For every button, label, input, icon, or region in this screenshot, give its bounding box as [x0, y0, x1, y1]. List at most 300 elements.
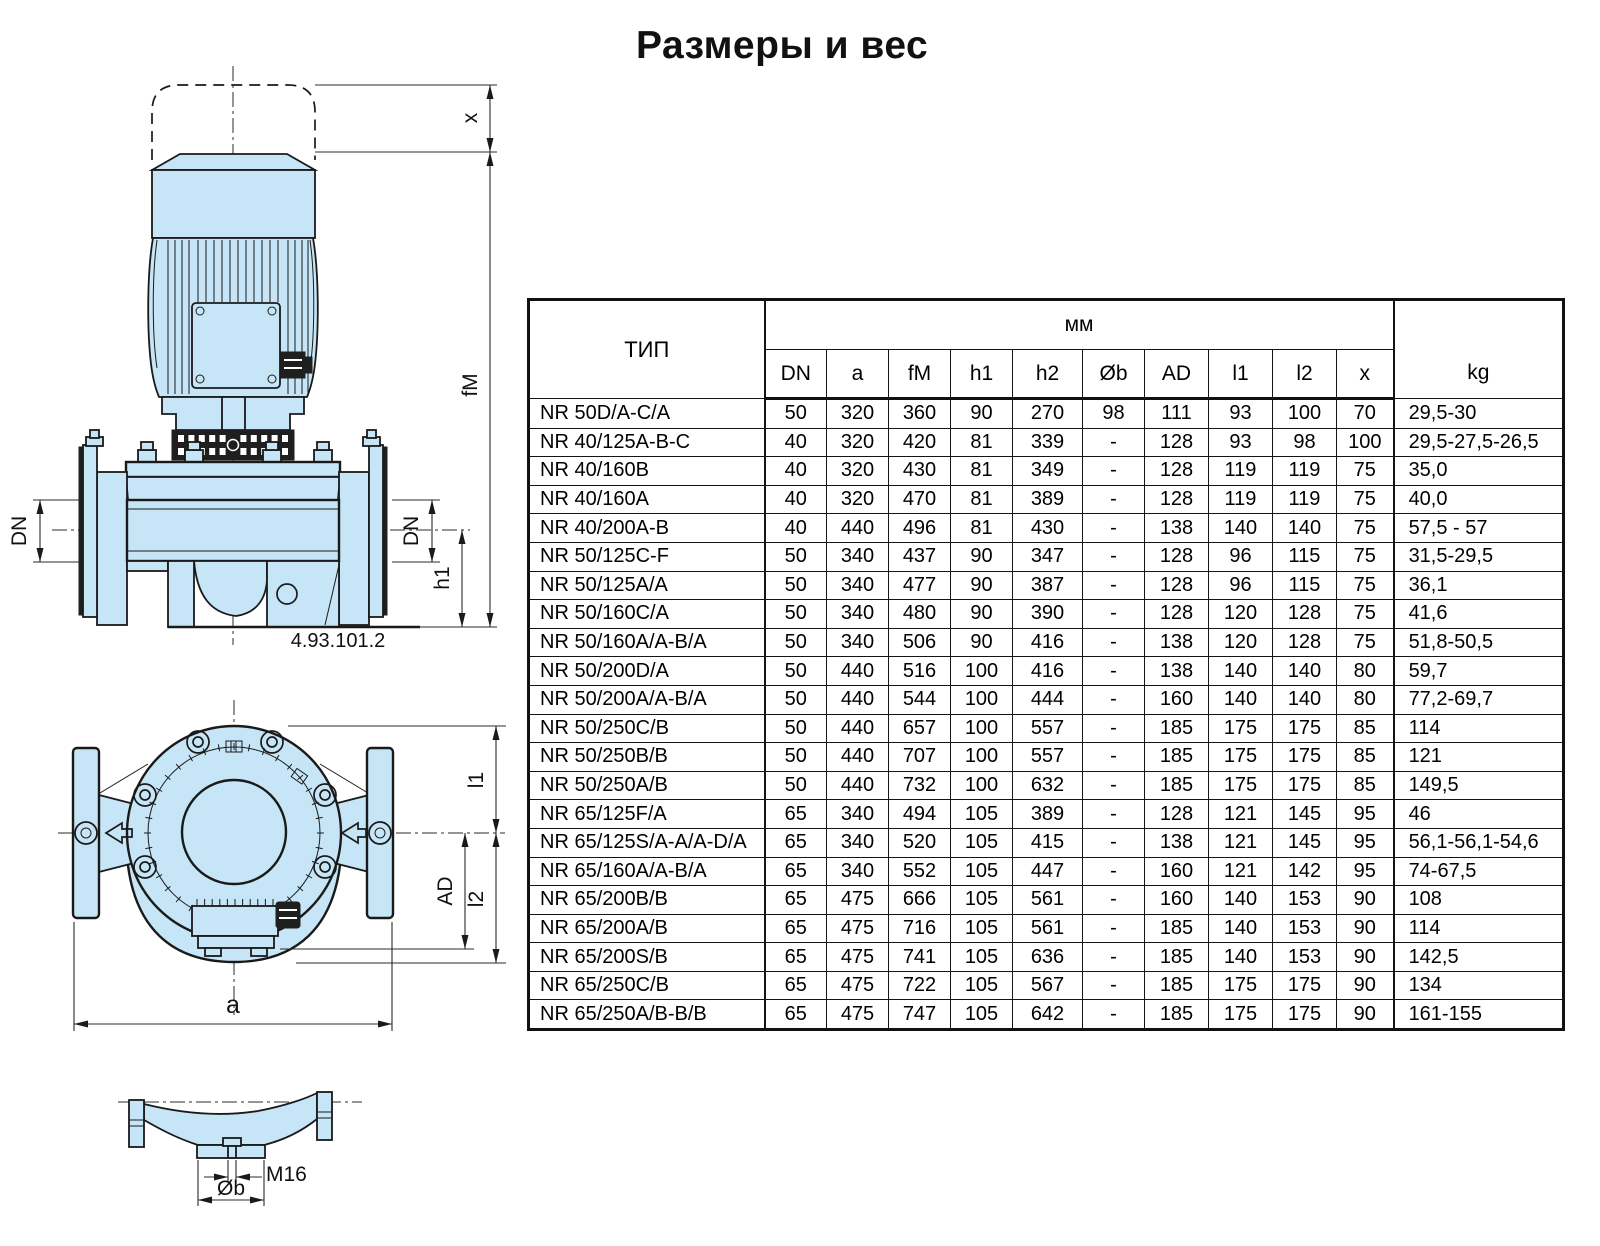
pump-type: NR 50/250A/B — [529, 771, 765, 800]
dim-value: 90 — [1337, 914, 1394, 943]
pump-type: NR 40/160A — [529, 485, 765, 514]
dim-value: 75 — [1337, 485, 1394, 514]
dim-value: - — [1083, 542, 1145, 571]
dim-value: 145 — [1273, 828, 1337, 857]
dim-value: 153 — [1273, 886, 1337, 915]
table-row — [529, 714, 1564, 743]
dim-value: - — [1083, 886, 1145, 915]
dim-value: 50 — [765, 542, 827, 571]
dim-value: 90 — [951, 542, 1013, 571]
weight-kg: 59,7 — [1394, 657, 1564, 686]
dim-label-m16: M16 — [266, 1163, 307, 1186]
bottom-view-drawing — [118, 1092, 362, 1206]
table-row — [529, 857, 1564, 886]
table-row — [529, 485, 1564, 514]
dim-value: 50 — [765, 628, 827, 657]
table-row — [529, 399, 1564, 429]
dim-value: 140 — [1209, 886, 1273, 915]
dim-value: 65 — [765, 886, 827, 915]
weight-kg: 114 — [1394, 714, 1564, 743]
col-header-l1: l1 — [1209, 350, 1273, 399]
weight-kg: 46 — [1394, 800, 1564, 829]
table-row — [529, 428, 1564, 457]
dim-value: 185 — [1145, 943, 1209, 972]
table-row — [529, 914, 1564, 943]
dim-value: 96 — [1209, 571, 1273, 600]
col-header-mm-group: мм — [765, 300, 1394, 350]
table-row — [529, 971, 1564, 1000]
dim-value: 100 — [951, 714, 1013, 743]
dim-value: 100 — [951, 771, 1013, 800]
weight-kg: 134 — [1394, 971, 1564, 1000]
col-header-l2: l2 — [1273, 350, 1337, 399]
dim-value: 185 — [1145, 714, 1209, 743]
dim-value: 175 — [1273, 971, 1337, 1000]
pump-type: NR 65/200B/B — [529, 886, 765, 915]
dim-value: 138 — [1145, 628, 1209, 657]
dim-label-fm: fM — [459, 373, 482, 397]
dim-value: 100 — [951, 743, 1013, 772]
dim-value: 100 — [951, 685, 1013, 714]
weight-kg: 29,5-30 — [1394, 399, 1564, 429]
dim-label-x: x — [459, 112, 482, 124]
page-title: Размеры и вес — [636, 24, 929, 67]
dim-value: 81 — [951, 457, 1013, 486]
dim-value: 440 — [827, 685, 889, 714]
dim-value: - — [1083, 428, 1145, 457]
dim-value: 90 — [1337, 1000, 1394, 1030]
dim-label-diameter-b: Øb — [216, 1177, 246, 1200]
dim-value: 119 — [1209, 457, 1273, 486]
dim-value: 347 — [1013, 542, 1083, 571]
side-view-drawing — [8, 66, 497, 652]
dim-value: - — [1083, 514, 1145, 543]
dim-value: 100 — [951, 657, 1013, 686]
dim-value: 160 — [1145, 857, 1209, 886]
dim-value: - — [1083, 485, 1145, 514]
dim-value: 175 — [1209, 714, 1273, 743]
pump-type: NR 65/125S/A-A/A-D/A — [529, 828, 765, 857]
dim-value: 128 — [1145, 800, 1209, 829]
pump-type: NR 40/160B — [529, 457, 765, 486]
dim-value: 75 — [1337, 457, 1394, 486]
table-row — [529, 771, 1564, 800]
dim-value: 140 — [1209, 685, 1273, 714]
dim-value: 175 — [1273, 714, 1337, 743]
dim-value: 80 — [1337, 657, 1394, 686]
dim-label-l2: l2 — [465, 890, 488, 908]
weight-kg: 142,5 — [1394, 943, 1564, 972]
dim-value: 160 — [1145, 886, 1209, 915]
dim-value: 175 — [1273, 1000, 1337, 1030]
dim-value: 105 — [951, 828, 1013, 857]
dim-value: 340 — [827, 600, 889, 629]
weight-kg: 51,8-50,5 — [1394, 628, 1564, 657]
dim-value: 90 — [951, 399, 1013, 429]
pump-type: NR 50/250C/B — [529, 714, 765, 743]
fan-grille — [182, 779, 286, 886]
dim-value: 320 — [827, 457, 889, 486]
dim-label-a: a — [226, 991, 240, 1019]
table-row — [529, 886, 1564, 915]
dimensions-weight-table — [527, 298, 1565, 1031]
dim-value: 175 — [1273, 743, 1337, 772]
dim-value: 128 — [1273, 600, 1337, 629]
dim-value: 320 — [827, 485, 889, 514]
dim-value: 120 — [1209, 628, 1273, 657]
dim-value: 98 — [1273, 428, 1337, 457]
dim-value: 140 — [1209, 914, 1273, 943]
dim-value: 140 — [1273, 685, 1337, 714]
dim-value: 475 — [827, 914, 889, 943]
dim-value: 50 — [765, 685, 827, 714]
dim-value: 544 — [889, 685, 951, 714]
dim-value: 65 — [765, 971, 827, 1000]
dim-value: 320 — [827, 399, 889, 429]
dim-value: 741 — [889, 943, 951, 972]
dim-value: 100 — [1273, 399, 1337, 429]
table-row — [529, 800, 1564, 829]
dim-value: 115 — [1273, 542, 1337, 571]
dim-value: 480 — [889, 600, 951, 629]
dim-value: 561 — [1013, 914, 1083, 943]
dim-value: 40 — [765, 457, 827, 486]
dim-value: 95 — [1337, 828, 1394, 857]
dim-value: 636 — [1013, 943, 1083, 972]
dim-value: 153 — [1273, 943, 1337, 972]
dim-value: 142 — [1273, 857, 1337, 886]
dim-value: 90 — [951, 600, 1013, 629]
dim-value: 657 — [889, 714, 951, 743]
foot-stud — [228, 1146, 236, 1158]
dim-value: 75 — [1337, 514, 1394, 543]
dim-value: 96 — [1209, 542, 1273, 571]
dim-value: 440 — [827, 514, 889, 543]
dim-value: 111 — [1145, 399, 1209, 429]
dim-value: 387 — [1013, 571, 1083, 600]
dim-value: 666 — [889, 886, 951, 915]
dim-value: - — [1083, 943, 1145, 972]
dim-value: 105 — [951, 886, 1013, 915]
dim-value: 105 — [951, 914, 1013, 943]
dim-value: 85 — [1337, 714, 1394, 743]
dim-value: - — [1083, 457, 1145, 486]
dim-value: 437 — [889, 542, 951, 571]
dim-value: 105 — [951, 857, 1013, 886]
weight-kg: 31,5-29,5 — [1394, 542, 1564, 571]
dim-value: 552 — [889, 857, 951, 886]
weight-kg: 161-155 — [1394, 1000, 1564, 1030]
table-row — [529, 657, 1564, 686]
weight-kg: 29,5-27,5-26,5 — [1394, 428, 1564, 457]
dim-label-dn-left: DN — [8, 515, 31, 547]
weight-kg: 108 — [1394, 886, 1564, 915]
dim-value: 98 — [1083, 399, 1145, 429]
dim-label-h1: h1 — [431, 566, 454, 590]
dim-value: - — [1083, 743, 1145, 772]
dim-value: 128 — [1145, 485, 1209, 514]
col-header-h2: h2 — [1013, 350, 1083, 399]
dim-value: 75 — [1337, 600, 1394, 629]
dim-value: 175 — [1273, 771, 1337, 800]
col-header-x: x — [1337, 350, 1394, 399]
pump-type: NR 50/200D/A — [529, 657, 765, 686]
dim-value: 50 — [765, 714, 827, 743]
dim-value: 90 — [1337, 886, 1394, 915]
pump-type: NR 40/125A-B-C — [529, 428, 765, 457]
dim-value: 140 — [1209, 943, 1273, 972]
dim-value: 416 — [1013, 657, 1083, 686]
weight-kg: 74-67,5 — [1394, 857, 1564, 886]
dim-value: 732 — [889, 771, 951, 800]
dim-value: 75 — [1337, 571, 1394, 600]
weight-kg: 41,6 — [1394, 600, 1564, 629]
dim-value: 100 — [1337, 428, 1394, 457]
dim-value: - — [1083, 714, 1145, 743]
dim-value: 90 — [1337, 943, 1394, 972]
col-header-type: ТИП — [529, 300, 765, 399]
dim-value: 444 — [1013, 685, 1083, 714]
dim-value: 440 — [827, 657, 889, 686]
weight-kg: 36,1 — [1394, 571, 1564, 600]
dim-value: 642 — [1013, 1000, 1083, 1030]
weight-kg: 114 — [1394, 914, 1564, 943]
pump-type: NR 50/125A/A — [529, 571, 765, 600]
dim-value: - — [1083, 914, 1145, 943]
dim-value: 153 — [1273, 914, 1337, 943]
dim-value: 80 — [1337, 685, 1394, 714]
dim-value: 95 — [1337, 857, 1394, 886]
dim-value: 340 — [827, 571, 889, 600]
weight-kg: 57,5 - 57 — [1394, 514, 1564, 543]
dim-value: 81 — [951, 428, 1013, 457]
dim-value: 506 — [889, 628, 951, 657]
dim-value: 185 — [1145, 743, 1209, 772]
dim-value: 138 — [1145, 828, 1209, 857]
pump-type: NR 50/200A/A-B/A — [529, 685, 765, 714]
dim-value: 185 — [1145, 914, 1209, 943]
dim-value: 440 — [827, 714, 889, 743]
dim-value: 65 — [765, 1000, 827, 1030]
dim-value: 420 — [889, 428, 951, 457]
dim-value: 138 — [1145, 514, 1209, 543]
dim-value: 105 — [951, 943, 1013, 972]
weight-kg: 121 — [1394, 743, 1564, 772]
col-header-fm: fM — [889, 350, 951, 399]
dim-value: 75 — [1337, 542, 1394, 571]
dim-value: - — [1083, 571, 1145, 600]
dim-value: 340 — [827, 857, 889, 886]
weight-kg: 149,5 — [1394, 771, 1564, 800]
dim-value: 105 — [951, 971, 1013, 1000]
dim-value: 440 — [827, 771, 889, 800]
dim-value: 50 — [765, 657, 827, 686]
col-header-ad: AD — [1145, 350, 1209, 399]
dim-value: 160 — [1145, 685, 1209, 714]
weight-kg: 40,0 — [1394, 485, 1564, 514]
dim-value: 128 — [1145, 428, 1209, 457]
dim-value: 140 — [1209, 657, 1273, 686]
dim-value: 440 — [827, 743, 889, 772]
dim-value: 65 — [765, 943, 827, 972]
dim-value: 496 — [889, 514, 951, 543]
dim-value: 40 — [765, 485, 827, 514]
dim-value: 50 — [765, 743, 827, 772]
dim-value: 138 — [1145, 657, 1209, 686]
dim-value: 93 — [1209, 428, 1273, 457]
dim-value: 470 — [889, 485, 951, 514]
dim-value: 81 — [951, 485, 1013, 514]
weight-kg: 77,2-69,7 — [1394, 685, 1564, 714]
table-row — [529, 600, 1564, 629]
dim-value: 40 — [765, 514, 827, 543]
dim-value: - — [1083, 857, 1145, 886]
col-header-a: a — [827, 350, 889, 399]
dim-value: 140 — [1273, 514, 1337, 543]
dim-value: 65 — [765, 914, 827, 943]
table-row — [529, 943, 1564, 972]
dim-value: 340 — [827, 542, 889, 571]
dim-value: 119 — [1273, 457, 1337, 486]
dim-value: 270 — [1013, 399, 1083, 429]
dim-value: 632 — [1013, 771, 1083, 800]
dim-value: 475 — [827, 943, 889, 972]
dim-value: 557 — [1013, 743, 1083, 772]
pump-type: NR 40/200A-B — [529, 514, 765, 543]
col-header-kg: kg — [1394, 300, 1564, 399]
dim-value: 430 — [889, 457, 951, 486]
dim-value: - — [1083, 685, 1145, 714]
dim-value: 50 — [765, 600, 827, 629]
dim-value: 185 — [1145, 1000, 1209, 1030]
dim-value: 140 — [1273, 657, 1337, 686]
table-row — [529, 743, 1564, 772]
dim-value: 81 — [951, 514, 1013, 543]
dim-value: 360 — [889, 399, 951, 429]
dim-value: 516 — [889, 657, 951, 686]
dim-value: 430 — [1013, 514, 1083, 543]
dim-value: 75 — [1337, 628, 1394, 657]
col-header-h1: h1 — [951, 350, 1013, 399]
dim-value: 340 — [827, 800, 889, 829]
dim-value: 175 — [1209, 971, 1273, 1000]
dim-value: 85 — [1337, 771, 1394, 800]
dim-value: 90 — [951, 571, 1013, 600]
dim-value: 415 — [1013, 828, 1083, 857]
dim-value: 95 — [1337, 800, 1394, 829]
top-view-drawing — [58, 700, 506, 1031]
dim-label-ad: AD — [434, 876, 457, 906]
dim-value: 115 — [1273, 571, 1337, 600]
dim-value: 128 — [1273, 628, 1337, 657]
dim-value: 349 — [1013, 457, 1083, 486]
pump-type: NR 65/250C/B — [529, 971, 765, 1000]
dim-value: 389 — [1013, 800, 1083, 829]
dim-label-dn-right: DN — [400, 515, 423, 547]
dim-value: 128 — [1145, 600, 1209, 629]
dim-value: 119 — [1209, 485, 1273, 514]
foot-nut — [223, 1138, 241, 1146]
dim-value: 475 — [827, 1000, 889, 1030]
pump-type: NR 50/160A/A-B/A — [529, 628, 765, 657]
dim-value: 40 — [765, 428, 827, 457]
dim-value: 105 — [951, 800, 1013, 829]
pump-technical-drawings — [0, 0, 520, 1246]
dim-value: - — [1083, 828, 1145, 857]
dim-value: - — [1083, 771, 1145, 800]
table-row — [529, 828, 1564, 857]
dim-value: 447 — [1013, 857, 1083, 886]
pump-type: NR 65/160A/A-B/A — [529, 857, 765, 886]
pump-type: NR 50/160C/A — [529, 600, 765, 629]
dim-value: 128 — [1145, 457, 1209, 486]
dim-value: 140 — [1209, 514, 1273, 543]
pump-type: NR 65/200S/B — [529, 943, 765, 972]
dim-value: 105 — [951, 1000, 1013, 1030]
dim-value: 175 — [1209, 771, 1273, 800]
weight-kg: 56,1-56,1-54,6 — [1394, 828, 1564, 857]
dim-value: 567 — [1013, 971, 1083, 1000]
pump-type: NR 65/200A/B — [529, 914, 765, 943]
dim-value: 120 — [1209, 600, 1273, 629]
pump-type: NR 50/125C-F — [529, 542, 765, 571]
dim-value: - — [1083, 628, 1145, 657]
dim-value: 50 — [765, 399, 827, 429]
dim-value: 50 — [765, 571, 827, 600]
dim-value: - — [1083, 800, 1145, 829]
dim-value: 175 — [1209, 1000, 1273, 1030]
dim-value: 477 — [889, 571, 951, 600]
dim-value: - — [1083, 600, 1145, 629]
dim-value: 722 — [889, 971, 951, 1000]
table-row — [529, 571, 1564, 600]
dim-value: 389 — [1013, 485, 1083, 514]
dim-value: - — [1083, 971, 1145, 1000]
col-header-dn: DN — [765, 350, 827, 399]
weight-kg: 35,0 — [1394, 457, 1564, 486]
dim-value: 70 — [1337, 399, 1394, 429]
dim-value: 93 — [1209, 399, 1273, 429]
dim-value: 340 — [827, 628, 889, 657]
dim-value: 716 — [889, 914, 951, 943]
dim-value: 65 — [765, 800, 827, 829]
dim-value: 90 — [1337, 971, 1394, 1000]
dim-value: 128 — [1145, 542, 1209, 571]
table-row — [529, 457, 1564, 486]
dim-value: 520 — [889, 828, 951, 857]
dim-value: 175 — [1209, 743, 1273, 772]
pump-type: NR 50D/A-C/A — [529, 399, 765, 429]
dim-value: 85 — [1337, 743, 1394, 772]
dim-value: 119 — [1273, 485, 1337, 514]
dim-value: 185 — [1145, 971, 1209, 1000]
dim-value: 50 — [765, 771, 827, 800]
col-header-øb: Øb — [1083, 350, 1145, 399]
dim-value: 494 — [889, 800, 951, 829]
dim-value: 475 — [827, 886, 889, 915]
dim-value: 747 — [889, 1000, 951, 1030]
dim-value: 128 — [1145, 571, 1209, 600]
dim-value: 416 — [1013, 628, 1083, 657]
pump-type: NR 65/125F/A — [529, 800, 765, 829]
dim-value: 121 — [1209, 800, 1273, 829]
dim-value: 90 — [951, 628, 1013, 657]
table-row — [529, 628, 1564, 657]
dim-value: 121 — [1209, 828, 1273, 857]
dim-value: 185 — [1145, 771, 1209, 800]
table-row — [529, 542, 1564, 571]
dim-value: 320 — [827, 428, 889, 457]
